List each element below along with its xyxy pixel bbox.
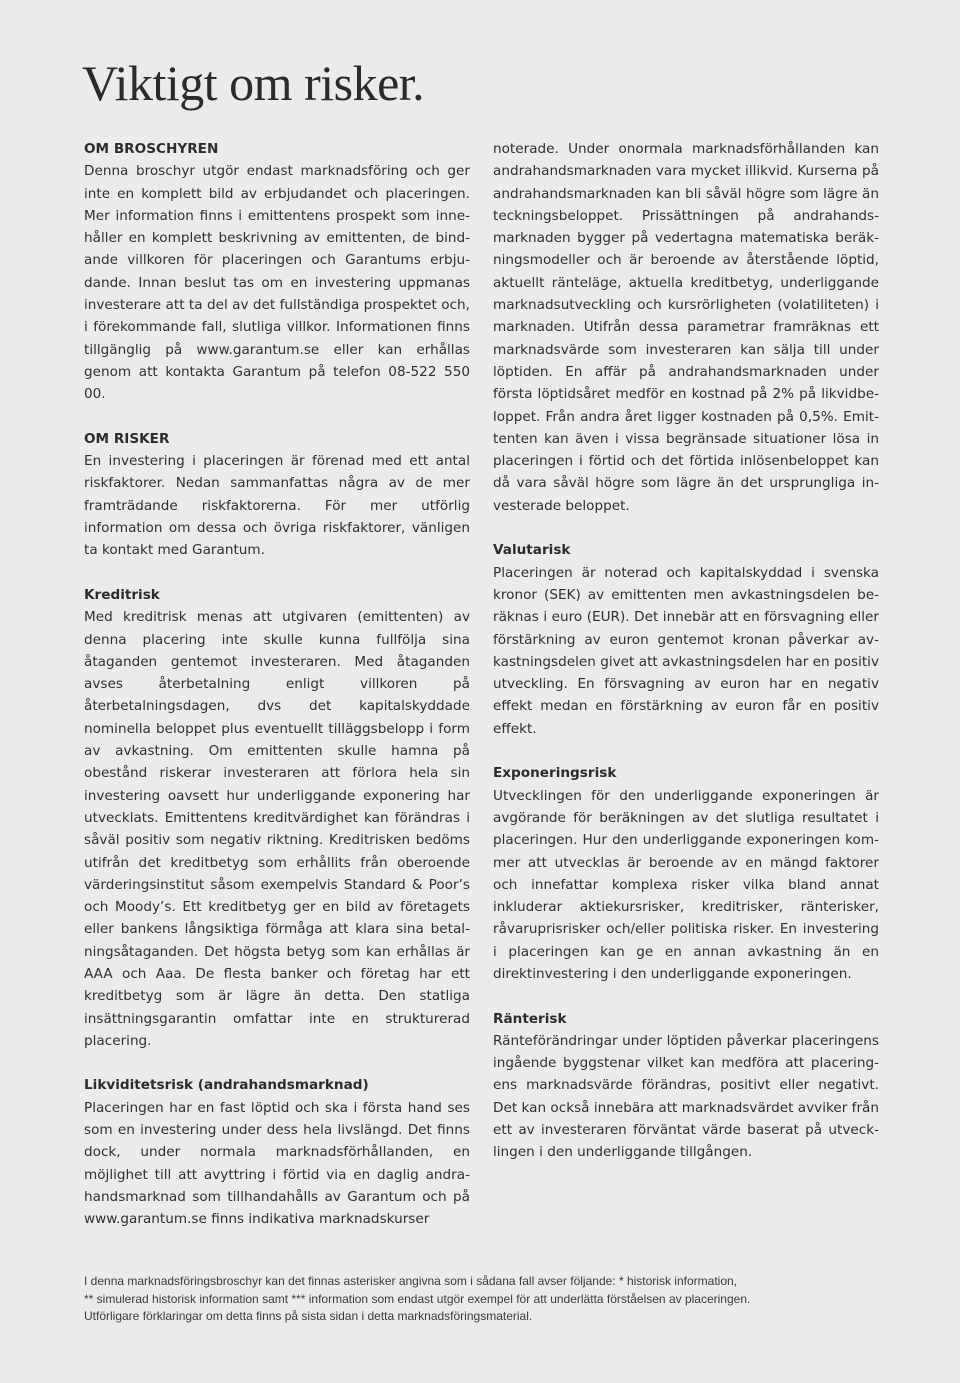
section-heading: Kreditrisk (84, 586, 160, 603)
section-text: En investering i placeringen är förenad med ett antal riskfaktorer. Nedan sammanfattas några av de mer framträdande riskfaktorerna. För mer utförlig information om dessa och övriga riskfaktorer, vänligen ta kontakt med Garantum. (84, 453, 470, 559)
footnote-line: I denna marknadsföringsbroschyr kan det finnas asterisker angivna som i sådana fall avser följande: * historisk information, (84, 1274, 737, 1288)
section-valutarisk (493, 539, 879, 740)
section-text: Placeringen är noterad och kapitalskyddad i svenska kronor (SEK) av emittenten men avkastningsdelen beräknas i euro (EUR). Det innebär att en försvagning eller förstärkning av euron gentemot kronan påverkar avkastningsdelen givet att avkastningsdelen har en positiv utveckling. En försvagning av euron har en negativ effekt medan en förstärkning av euron får en positiv effekt. (493, 564, 879, 737)
section-likviditetsrisk-continued (493, 138, 879, 517)
section-om-risker (84, 428, 470, 562)
section-likviditetsrisk (84, 1074, 470, 1230)
section-heading: OM RISKER (84, 430, 170, 447)
section-heading: Valutarisk (493, 542, 571, 559)
section-text: Med kreditrisk menas att utgivaren (emittenten) av denna placering inte skulle kunna fullfölja sina åtaganden gentemot investeraren. Med åtaganden avses återbetalning enligt villkoren på återbetalningsdagen, dvs det kapitalskyddade nominella beloppet plus eventuellt tilläggsbelopp i form av avkastning. Om emittenten skulle hamna på obestånd riskerar investeraren att förlora hela sin investering oavsett hur underliggande exponering har utvecklats. Emittentens kreditvärdighet kan förändras i såväl positiv som negativ riktning. Kreditrisken bedöms utifrån det kreditbetyg som erhållits från oberoende värderingsinstitut såsom exempelvis Standard & Poor’s och Moody’s. Ett kreditbetyg ger en bild av företagets eller bankens långsiktiga förmåga att klara sina betalningsåtaganden. Det högsta betyg som kan erhållas är AAA och Aaa. De flesta banker och företag har ett kreditbetyg som är lägre än detta. Den statliga insättningsgarantin omfattar inte en strukturerad placering. (84, 609, 470, 1049)
right-column (493, 138, 879, 1164)
footnote-line: ** simulerad historisk information samt *** information som endast utgör exempel för att underlätta förståelsen av placeringen. (84, 1291, 751, 1306)
section-text: Denna broschyr utgör endast marknadsföring och ger inte en komplett bild av erbjudandet och placeringen. Mer information finns i emittentens prospekt som innehåller en komplett beskrivning av emittenten, de bindande villkoren för placeringen och Garantums erbjudande. Innan beslut tas om en investering uppmanas investerare att ta del av det fullständiga prospektet och, i förekommande fall, slutliga villkor. Informationen finns tillgänglig på www.garantum.se eller kan erhållas genom att kontakta Garantum på telefon 08-522 550 00. (84, 163, 470, 403)
section-heading: OM BROSCHYREN (84, 141, 219, 157)
section-exponeringsrisk (493, 762, 879, 985)
footnote (84, 1273, 874, 1326)
footnote-line: Utförligare förklaringar om detta finns på sista sidan i detta marknadsföringsmaterial. (84, 1309, 533, 1323)
section-heading: Ränterisk (493, 1010, 567, 1027)
section-kreditrisk (84, 584, 470, 1052)
section-text: Utvecklingen för den underliggande exponeringen är avgörande för beräkningen av det slutliga resultatet i placeringen. Hur den underliggande exponeringen kommer att utvecklas är beroende av en mängd faktorer och innefattar komplexa risker vilka bland annat inkluderar aktiekursrisker, kreditrisker, ränterisker, råvaruprisrisker och/eller politiska risker. En investering i placeringen kan ge en annan avkastning än en direktinvestering i den underliggande exponeringen. (493, 787, 879, 982)
page-title: Viktigt om risker. (82, 55, 425, 111)
section-text: Ränteförändringar under löptiden påverkar placeringens ingående byggstenar vilket kan medföra att placeringens marknadsvärde förändras, positivt eller negativt. Det kan också innebära att marknadsvärdet avviker från ett av investeraren förväntat värde baserat på utvecklingen i den underliggande tillgången. (493, 1032, 879, 1161)
left-column (84, 138, 470, 1231)
section-text: noterade. Under onormala marknadsförhållanden kan andrahandsmarknaden vara mycket illikvid. Kurserna på andrahandsmarknaden kan bli såväl högre som lägre än teckningsbeloppet. Prissättningen på andrahandsmarknaden bygger på vedertagna matematiska beräkningsmodeller och är beroende av återstående löptid, aktuellt ränteläge, aktuella kreditbetyg, underliggande marknadsutveckling och kursrörligheten (volatiliteten) i marknaden. Utifrån dessa parametrar framräknas ett marknadsvärde som investeraren kan sälja till under löptiden. En affär på andrahandsmarknaden under första löptidsåret medför en kostnad på 2% på likvidbeloppet. Från andra året ligger kostnaden på 0,5%. Emittenten kan även i vissa begränsade situationer lösa in placeringen i förtid och det förtida inlösenbeloppet kan då vara såväl högre som lägre än det ursprungliga investerade beloppet. (493, 141, 879, 514)
section-heading: Likviditetsrisk (andrahandsmarknad) (84, 1077, 369, 1094)
section-ranterisk (493, 1008, 879, 1164)
section-text: Placeringen har en fast löptid och ska i första hand ses som en investering under dess hela livslängd. Det finns dock, under normala marknadsförhållanden, en möjlighet till att avyttring i förtid via en daglig andrahandsmarknad som tillhandahålls av Garantum och på www.garantum.se finns indikativa marknadskurser (84, 1099, 470, 1228)
section-om-broschyren (84, 138, 470, 406)
section-heading: Exponeringsrisk (493, 765, 617, 782)
